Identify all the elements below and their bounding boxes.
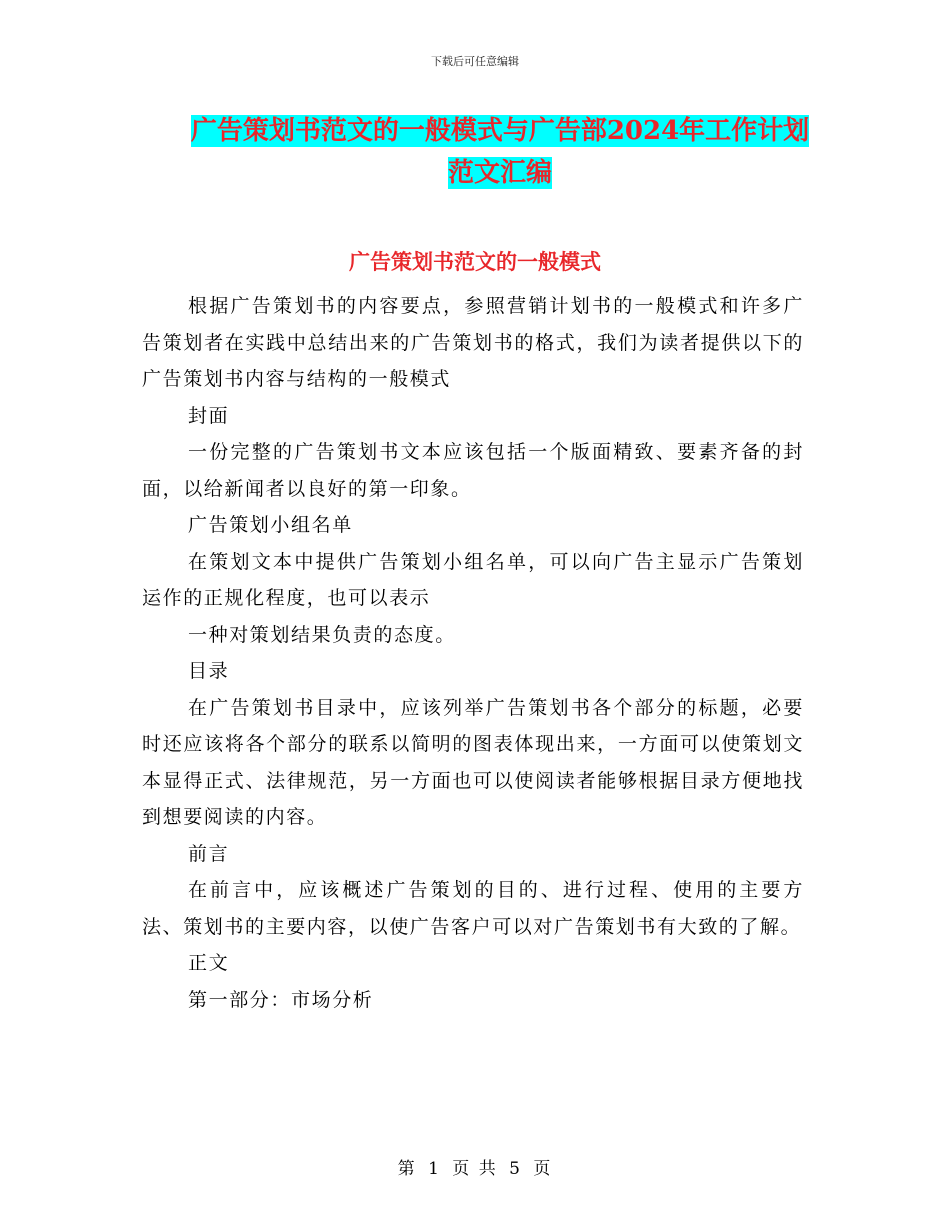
header-note: 下载后可任意编辑 [431,55,519,68]
page-number-current: 1 [428,1159,441,1179]
title-line-2: 范文汇编 [447,158,552,188]
paragraph: 前言 [188,842,230,865]
paragraph: 一份完整的广告策划书文本应该包括一个版面精致、要素齐备的封面，以给新闻者以良好的第一印象。 [142,441,804,500]
page-number-total: 5 [509,1159,522,1179]
paragraph: 广告策划小组名单 [188,514,353,536]
paragraph: 正文 [188,952,230,974]
page-label-prefix: 第 [397,1159,417,1179]
paragraph: 在前言中，应该概述广告策划的目的、进行过程、使用的主要方法、策划书的主要内容，以使广告客户可以对广告策划书有大致的了解。 [142,879,804,938]
page-footer [0,1154,950,1179]
page-label-mid: 页 共 [452,1159,498,1179]
title-line-1: 广告策划书范文的一般模式与广告部2024年工作计划 [190,116,810,146]
paragraph: 一种对策划结果负责的态度。 [188,623,456,646]
paragraph: 封面 [188,404,230,427]
paragraph: 在策划文本中提供广告策划小组名单，可以向广告主显示广告策划运作的正规化程度，也可以表示 [142,550,804,609]
paragraph: 根据广告策划书的内容要点，参照营销计划书的一般模式和许多广告策划者在实践中总结出来的广告策划书的格式，我们为读者提供以下的广告策划书内容与结构的一般模式 [142,295,804,390]
section-title: 广告策划书范文的一般模式 [349,249,601,274]
paragraph: 在广告策划书目录中，应该列举广告策划书各个部分的标题，必要时还应该将各个部分的联系以简明的图表体现出来，一方面可以使策划文本显得正式、法律规范，另一方面也可以使阅读者能够根据目录方便地找到想要阅读的内容。 [142,696,804,828]
document-title [120,110,880,194]
page-label-suffix: 页 [533,1159,553,1179]
body-text [142,288,804,1018]
paragraph: 目录 [188,660,230,682]
paragraph: 第一部分：市场分析 [188,988,374,1011]
